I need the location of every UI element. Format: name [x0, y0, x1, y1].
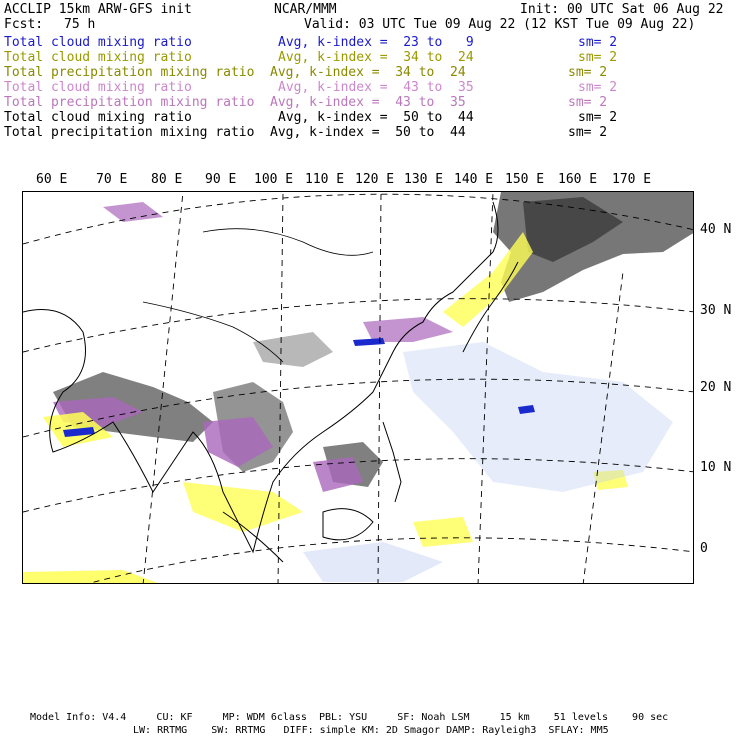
lat-label-20n: 20 N: [700, 380, 732, 395]
map-panel: [22, 191, 694, 584]
meridian-100e: [278, 192, 283, 584]
legend-field-2: Total cloud mixing ratio: [4, 50, 192, 65]
lat-label-10n: 10 N: [700, 460, 732, 475]
mid-cloud-north: [103, 202, 163, 222]
legend-sm-7: sm= 2: [568, 125, 608, 140]
low-cloud-south-west: [23, 570, 163, 584]
legend-avg-6: Avg, k-index = 50 to 44: [278, 110, 474, 125]
legend-sm-5: sm= 2: [568, 95, 608, 110]
fcst-value: 75 h: [64, 17, 96, 32]
footer-model-info-2: LW: RRTMG SW: RRTMG DIFF: simple KM: 2D Smagor DAMP: Rayleigh3 SFLAY: MM5: [133, 725, 609, 736]
legend-field-6: Total cloud mixing ratio: [4, 110, 192, 125]
legend-avg-2: Avg, k-index = 34 to 24: [278, 50, 474, 65]
legend-sm-1: sm= 2: [578, 35, 618, 50]
legend-avg-7: Avg, k-index = 50 to 44: [270, 125, 466, 140]
low-cloud-indonesia: [413, 517, 473, 547]
lon-label-70e: 70 E: [96, 172, 128, 187]
legend-avg-1: Avg, k-index = 23 to 9: [278, 35, 474, 50]
low-cloud-equator: [183, 482, 303, 532]
meridian-120e: [378, 192, 381, 584]
lon-label-60e: 60 E: [36, 172, 68, 187]
legend-sm-6: sm= 2: [578, 110, 618, 125]
init-time: Init: 00 UTC Sat 06 Aug 22: [520, 2, 724, 17]
lon-label-140e: 140 E: [454, 172, 494, 187]
deep-cloud-tibet: [253, 332, 333, 367]
valid-time: Valid: 03 UTC Tue 09 Aug 22 (12 KST Tue 09 Aug 22): [304, 17, 696, 32]
model-title: ACCLIP 15km ARW-GFS init: [4, 2, 192, 17]
legend-avg-3: Avg, k-index = 34 to 24: [270, 65, 466, 80]
legend-sm-2: sm= 2: [578, 50, 618, 65]
lat-label-30n: 30 N: [700, 303, 732, 318]
lon-label-160e: 160 E: [558, 172, 598, 187]
lon-label-90e: 90 E: [205, 172, 237, 187]
coastline-borneo: [323, 509, 373, 540]
lon-label-120e: 120 E: [355, 172, 395, 187]
shallow-cloud-pacific: [403, 342, 673, 492]
lon-label-100e: 100 E: [254, 172, 294, 187]
border-mongolia: [203, 229, 373, 256]
cloud-field-layer: [23, 192, 694, 584]
fcst-label: Fcst:: [4, 17, 44, 32]
legend-sm-4: sm= 2: [578, 80, 618, 95]
legend-sm-3: sm= 2: [568, 65, 608, 80]
shallow-cloud-south: [303, 542, 443, 582]
lon-label-80e: 80 E: [151, 172, 183, 187]
center-title: NCAR/MMM: [274, 2, 337, 17]
legend-field-3: Total precipitation mixing ratio: [4, 65, 255, 80]
legend-field-4: Total cloud mixing ratio: [4, 80, 192, 95]
lon-label-130e: 130 E: [404, 172, 444, 187]
legend-avg-4: Avg, k-index = 43 to 35: [278, 80, 474, 95]
legend-avg-5: Avg, k-index = 43 to 35: [270, 95, 466, 110]
coastline-philippines: [383, 422, 401, 502]
legend-field-1: Total cloud mixing ratio: [4, 35, 192, 50]
legend-field-7: Total precipitation mixing ratio: [4, 125, 255, 140]
lat-label-0: 0: [700, 541, 708, 556]
lat-label-40n: 40 N: [700, 222, 732, 237]
lon-label-110e: 110 E: [305, 172, 345, 187]
lon-label-170e: 170 E: [612, 172, 652, 187]
mid-cloud-yangtze: [363, 317, 453, 342]
lon-label-150e: 150 E: [505, 172, 545, 187]
footer-model-info-1: Model Info: V4.4 CU: KF MP: WDM 6class PBL: YSU SF: Noah LSM 15 km 51 levels 90 sec: [30, 712, 669, 723]
legend-field-5: Total precipitation mixing ratio: [4, 95, 255, 110]
map-canvas: [23, 192, 694, 584]
